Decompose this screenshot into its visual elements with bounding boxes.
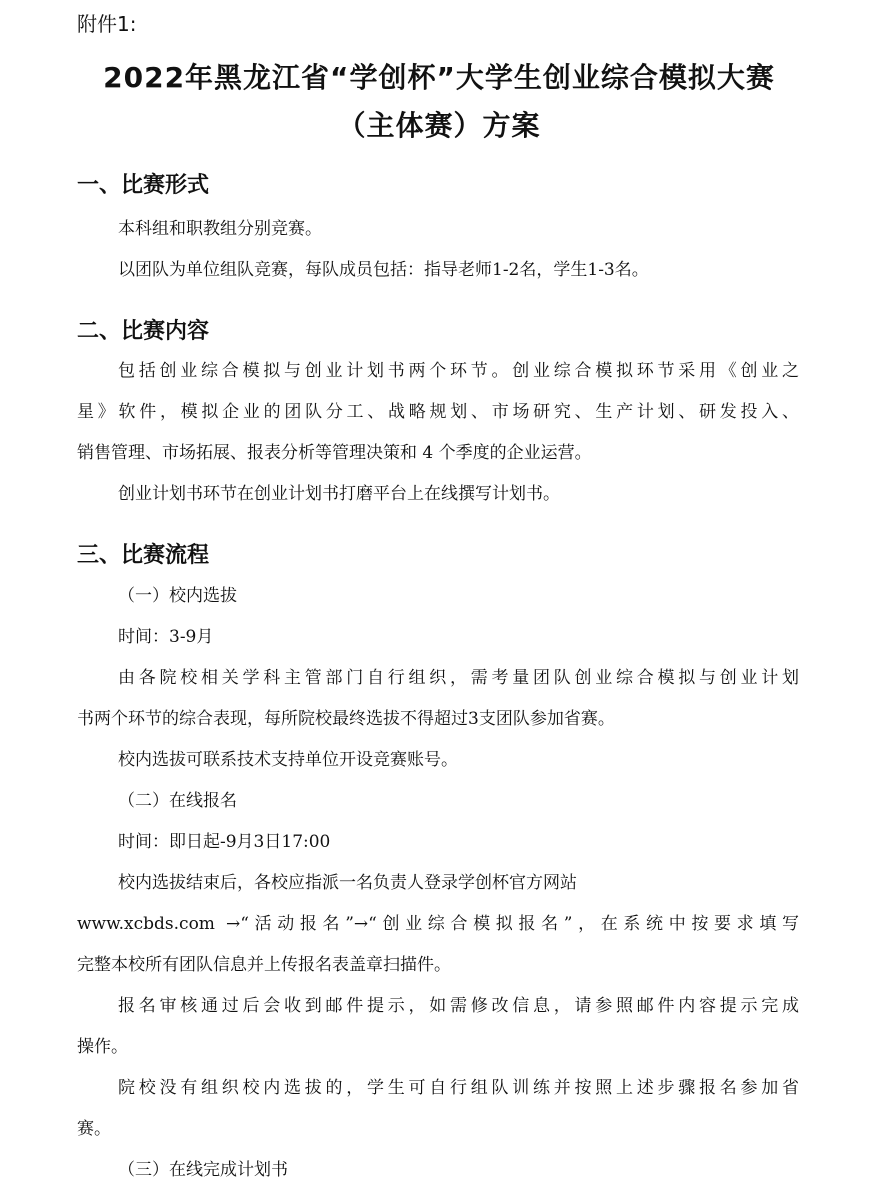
subsection1-paragraph1-line1: 由各院校相关学科主管部门自行组织，需考量团队创业综合模拟与创业计划 [118,668,799,688]
section2-paragraph1-line3: 销售管理、市场拓展、报表分析等管理决策和 4 个季度的企业运营。 [77,443,592,463]
subsection2-paragraph3-line2: 赛。 [77,1119,111,1139]
subsection2-paragraph1-line3: 完整本校所有团队信息并上传报名表盖章扫描件。 [77,955,451,975]
subsection2-paragraph2-line1: 报名审核通过后会收到邮件提示，如需修改信息，请参照邮件内容提示完成 [118,996,799,1016]
subsection1-paragraph1-line2: 书两个环节的综合表现，每所院校最终选拔不得超过3支团队参加省赛。 [77,709,615,729]
attachment-label: 附件1: [77,12,137,36]
section3-heading: 三、比赛流程 [77,543,210,568]
subsection2-paragraph1-line1: 校内选拔结束后，各校应指派一名负责人登录学创杯官方网站 [118,873,577,893]
section2-paragraph2: 创业计划书环节在创业计划书打磨平台上在线撰写计划书。 [118,484,560,504]
section1-paragraph1: 本科组和职教组分别竞赛。 [118,219,322,239]
subsection2-paragraph1-line2: www.xcbds.com →“活动报名”→“创业综合模拟报名”，在系统中按要求填写 [77,914,799,934]
subsection2-title: （二）在线报名 [118,791,237,811]
subsection2-paragraph2-line2: 操作。 [77,1037,128,1057]
subsection1-title: （一）校内选拔 [118,586,237,606]
section1-heading: 一、比赛形式 [77,173,210,198]
section2-paragraph1-line2: 星》软件，模拟企业的团队分工、战略规划、市场研究、生产计划、研发投入、 [77,402,799,422]
subsection2-paragraph3-line1: 院校没有组织校内选拔的，学生可自行组队训练并按照上述步骤报名参加省 [118,1078,799,1098]
document-title-line2: （主体赛）方案 [337,109,541,142]
section2-heading: 二、比赛内容 [77,319,210,344]
document-title-line1: 2022年黑龙江省“学创杯”大学生创业综合模拟大赛 [103,61,775,94]
subsection3-title: （三）在线完成计划书 [118,1160,288,1180]
subsection1-paragraph2: 校内选拔可联系技术支持单位开设竞赛账号。 [118,750,458,770]
section2-paragraph1-line1: 包括创业综合模拟与创业计划书两个环节。创业综合模拟环节采用《创业之 [118,361,799,381]
section1-paragraph2: 以团队为单位组队竞赛，每队成员包括：指导老师1-2名，学生1-3名。 [118,260,649,280]
subsection1-time: 时间：3-9月 [118,627,214,647]
subsection2-time: 时间：即日起-9月3日17:00 [118,832,331,852]
